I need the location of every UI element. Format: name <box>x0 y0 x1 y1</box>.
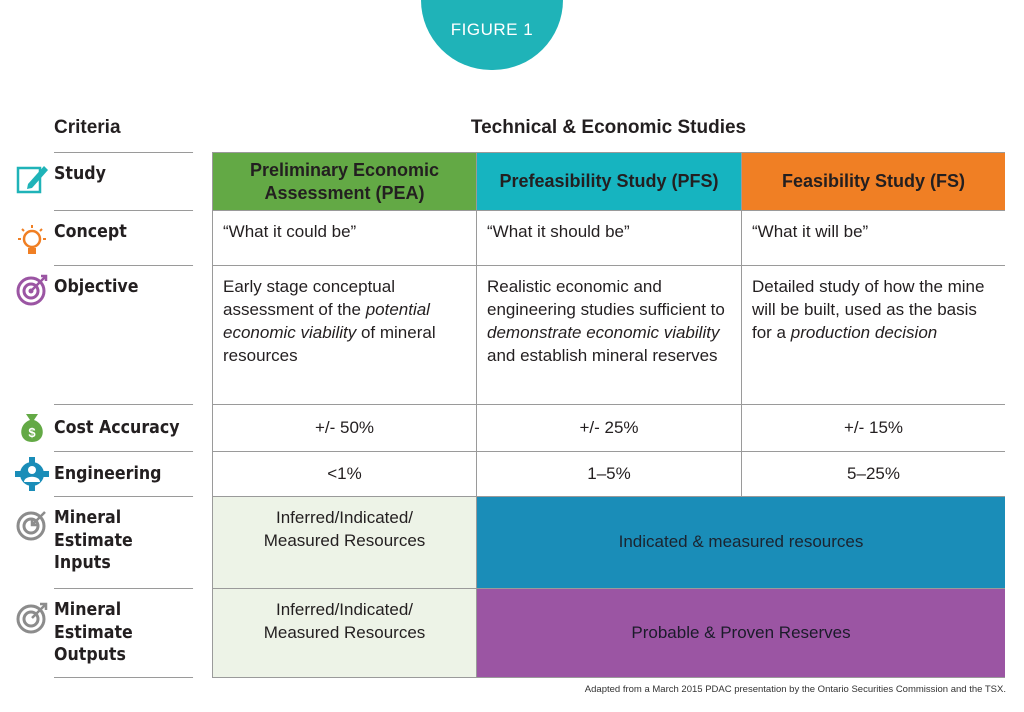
row-label-cost-accuracy: Cost Accuracy <box>54 405 193 452</box>
engineering-pea: <1% <box>212 452 476 497</box>
header-pea: Preliminary Economic Assessment (PEA) <box>212 152 476 211</box>
row-label-outputs-line-1: Mineral <box>54 599 122 620</box>
row-label-objective: Objective <box>54 266 193 405</box>
row-label-outputs <box>54 589 193 678</box>
source-note: Adapted from a March 2015 PDAC presentation by the Ontario Securities Commission and the TSX. <box>584 684 1006 695</box>
gear-person-icon <box>14 456 50 492</box>
objective-pfs <box>476 266 741 405</box>
target-arrow-in-icon <box>14 507 50 543</box>
engineering-fs: 5–25% <box>741 452 1005 497</box>
header-fs: Feasibility Study (FS) <box>741 152 1005 211</box>
engineering-pfs: 1–5% <box>476 452 741 497</box>
pencil-note-icon <box>14 160 50 196</box>
target-icon <box>14 272 50 308</box>
row-label-concept: Concept <box>54 211 193 266</box>
outputs-pea-line-2: Measured Resources <box>263 622 426 642</box>
row-label-outputs-line-2: Estimate <box>54 621 133 643</box>
outputs-pea-line-1: Inferred/Indicated/ <box>275 600 414 619</box>
target-arrow-out-icon <box>14 600 50 636</box>
objective-fs <box>741 266 1005 405</box>
inputs-pea <box>212 497 476 589</box>
concept-pea: “What it could be” <box>212 211 476 266</box>
inputs-pfs-fs: Indicated & measured resources <box>476 497 1005 589</box>
cost-accuracy-pea: +/- 50% <box>212 405 476 452</box>
studies-heading: Technical & Economic Studies <box>470 117 747 138</box>
row-label-study: Study <box>54 152 193 211</box>
objective-fs-text-a: Detailed study of how the mine will be built, used as the basis for a <box>752 277 985 342</box>
svg-text:$: $ <box>28 425 36 440</box>
inputs-pea-line-2: Measured Resources <box>263 530 426 550</box>
row-label-inputs-line-3: Inputs <box>54 552 111 573</box>
row-label-inputs <box>54 497 193 589</box>
objective-pea-text-b: potential economic viability <box>223 299 430 342</box>
money-bag-icon <box>14 410 50 446</box>
criteria-heading: Criteria <box>54 117 121 138</box>
inputs-pea-line-1: Inferred/Indicated/ <box>275 508 414 527</box>
objective-pea-text-a: Early stage conceptual assessment of the <box>223 277 395 319</box>
concept-pfs: “What it should be” <box>476 211 741 266</box>
row-label-outputs-line-3: Outputs <box>54 644 126 665</box>
figure-tab <box>421 0 563 70</box>
objective-pea-text-c: of mineral resources <box>223 322 436 365</box>
figure-tab-label: FIGURE 1 <box>450 20 534 39</box>
row-label-inputs-line-1: Mineral <box>54 507 122 528</box>
cost-accuracy-fs: +/- 15% <box>741 405 1005 452</box>
outputs-pfs-fs: Probable & Proven Reserves <box>476 589 1005 678</box>
objective-pfs-text-b: demonstrate economic viability <box>487 322 720 342</box>
objective-pfs-text-a: Realistic economic and engineering studies sufficient to <box>487 277 725 319</box>
row-label-inputs-line-2: Estimate <box>54 529 133 551</box>
row-label-engineering: Engineering <box>54 452 193 497</box>
header-pfs: Prefeasibility Study (PFS) <box>476 152 741 211</box>
objective-fs-text-b: production decision <box>790 322 938 342</box>
lightbulb-icon <box>14 224 50 260</box>
objective-pfs-text-c: and establish mineral reserves <box>487 345 718 365</box>
objective-pea <box>212 266 476 405</box>
cost-accuracy-pfs: +/- 25% <box>476 405 741 452</box>
concept-fs: “What it will be” <box>741 211 1005 266</box>
outputs-pea <box>212 589 476 678</box>
comparison-table <box>54 152 1005 678</box>
